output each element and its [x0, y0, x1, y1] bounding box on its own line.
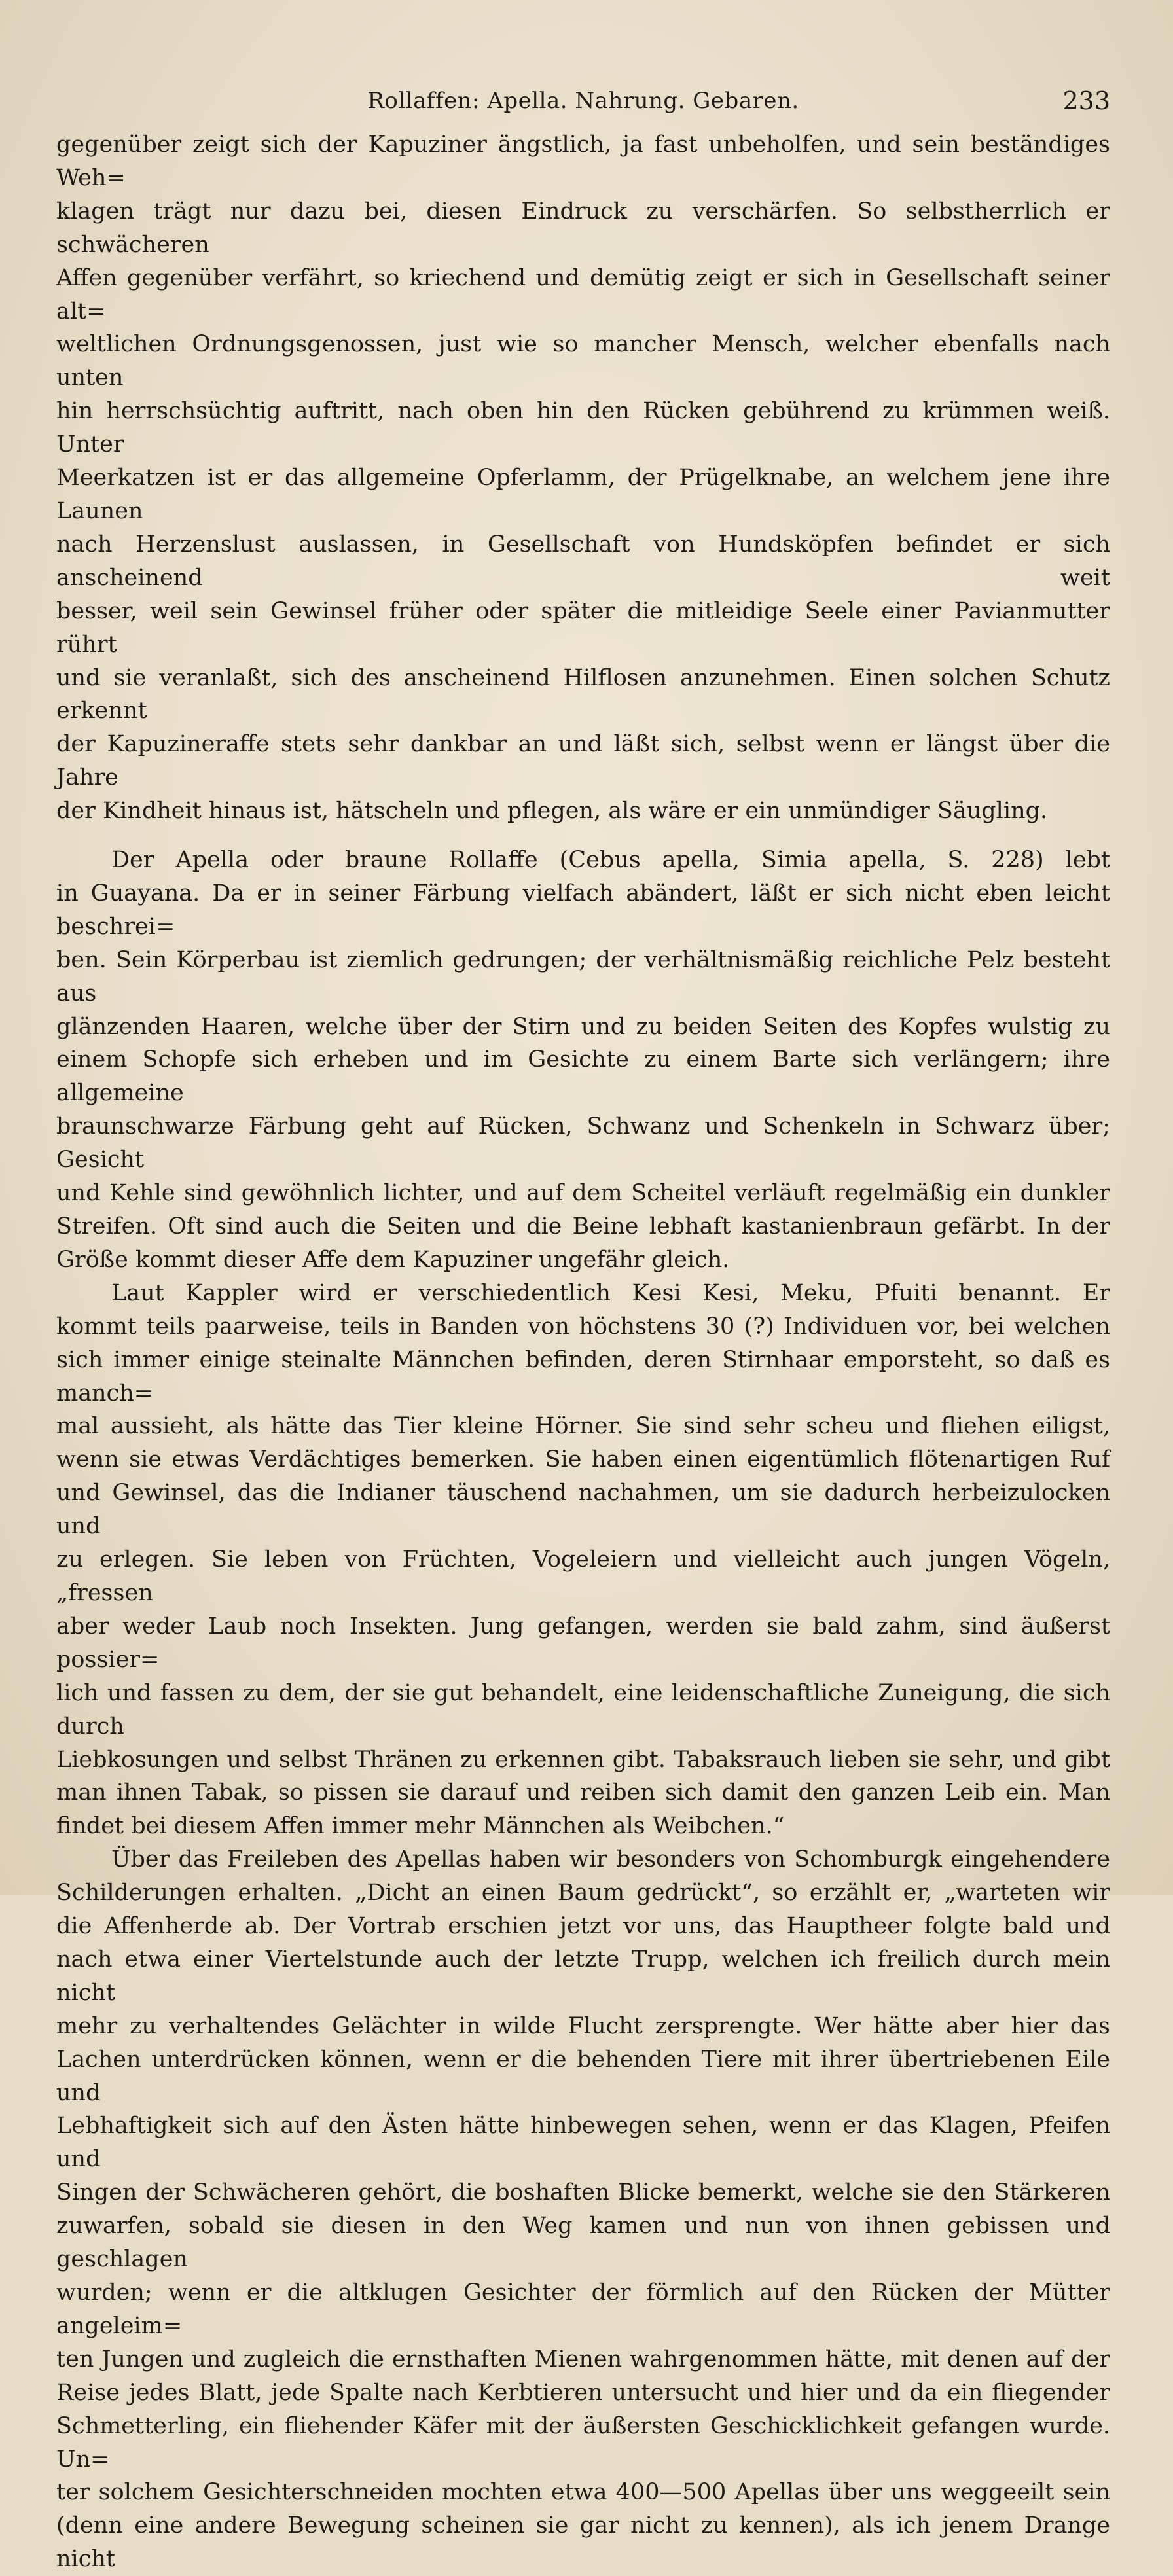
text-line: Der Apella oder braune Rollaffe (Cebus apella, Simia apella, S. 228) lebt: [111, 847, 1110, 874]
text-line: der Kindheit hinaus ist, hätscheln und pflegen, als wäre er ein unmündiger Säugling.: [56, 798, 1048, 825]
text-line: in Guayana. Da er in seiner Färbung vielfach abändert, läßt er sich nicht eben leicht beschrei=: [56, 880, 1110, 940]
text-line: ten Jungen und zugleich die ernsthaften Mienen wahrgenommen hätte, mit denen auf der: [56, 2346, 1110, 2372]
text-line: Singen der Schwächeren gehört, die boshaften Blicke bemerkt, welche sie den Stärkeren: [56, 2179, 1110, 2206]
text-line: Liebkosungen und selbst Thränen zu erkennen gibt. Tabaksrauch lieben sie sehr, und gibt: [56, 1746, 1110, 1773]
page-number: 233: [1062, 86, 1110, 115]
text-line: die Affenherde ab. Der Vortrab erschien jetzt vor uns, das Hauptheer folgte bald und: [56, 1913, 1110, 1940]
body-text: [56, 128, 1110, 2576]
text-line: glänzenden Haaren, welche über der Stirn und zu beiden Seiten des Kopfes wulstig zu: [56, 1013, 1110, 1040]
text-line: findet bei diesem Affen immer mehr Männchen als Weibchen.“: [56, 1813, 785, 1840]
text-line: ter solchem Gesichterschneiden mochten etwa 400—500 Apellas über uns weggeeilt sein: [56, 2479, 1110, 2506]
paragraph-1: [56, 128, 1110, 828]
text-line: aber weder Laub noch Insekten. Jung gefangen, werden sie bald zahm, sind äußerst possier=: [56, 1613, 1110, 1673]
text-line: Streifen. Oft sind auch die Seiten und die Beine lebhaft kastanienbraun gefärbt. In der: [56, 1213, 1110, 1240]
text-line: einem Schopfe sich erheben und im Gesichte zu einem Barte sich verlängern; ihre allgemeine: [56, 1046, 1110, 1107]
text-line: mal aussieht, als hätte das Tier kleine Hörner. Sie sind sehr scheu und fliehen eiligst,: [56, 1413, 1110, 1440]
text-line: wurden; wenn er die altklugen Gesichter der förmlich auf den Rücken der Mütter angeleim=: [56, 2280, 1110, 2339]
text-line: Größe kommt dieser Affe dem Kapuziner ungefähr gleich.: [56, 1246, 730, 1273]
text-line: wenn sie etwas Verdächtiges bemerken. Sie haben einen eigentümlich flötenartigen Ruf: [56, 1446, 1110, 1473]
text-line: gegenüber zeigt sich der Kapuziner ängstlich, ja fast unbeholfen, und sein beständiges Weh=: [56, 132, 1110, 191]
text-line: Lachen unterdrücken können, wenn er die behenden Tiere mit ihrer übertriebenen Eile und: [56, 2046, 1110, 2106]
running-title: Rollaffen: Apella. Nahrung. Gebaren.: [367, 88, 799, 114]
text-line: kommt teils paarweise, teils in Banden von höchstens 30 (?) Individuen vor, bei welchen: [56, 1313, 1110, 1340]
paragraph-2: [56, 844, 1110, 1277]
text-line: weltlichen Ordnungsgenossen, just wie so mancher Mensch, welcher ebenfalls nach unten: [56, 331, 1110, 391]
text-line: hin herrschsüchtig auftritt, nach oben hin den Rücken gebührend zu krümmen weiß. Unter: [56, 398, 1110, 458]
text-line: (denn eine andere Bewegung scheinen sie gar nicht zu kennen), als ich jenem Drange nicht: [56, 2513, 1110, 2573]
text-line: Reise jedes Blatt, jede Spalte nach Kerbtieren untersucht und hier und da ein fliegender: [56, 2379, 1110, 2406]
text-line: und sie veranlaßt, sich des anscheinend Hilflosen anzunehmen. Einen solchen Schutz erkennt: [56, 664, 1110, 724]
text-line: sich immer einige steinalte Männchen befinden, deren Stirnhaar emporsteht, so daß es manch=: [56, 1346, 1110, 1406]
text-line: und Kehle sind gewöhnlich lichter, und auf dem Scheitel verläuft regelmäßig ein dunkler: [56, 1180, 1110, 1207]
paragraph-3: [56, 1277, 1110, 1843]
text-line: braunschwarze Färbung geht auf Rücken, Schwanz und Schenkeln in Schwarz über; Gesicht: [56, 1113, 1110, 1173]
text-line: man ihnen Tabak, so pissen sie darauf und reiben sich damit den ganzen Leib ein. Man: [56, 1780, 1110, 1806]
text-line: und Gewinsel, das die Indianer täuschend nachahmen, um sie dadurch herbeizulocken und: [56, 1480, 1110, 1540]
text-line: Schmetterling, ein fliehender Käfer mit der äußersten Geschicklichkeit gefangen wurde. Un=: [56, 2412, 1110, 2473]
page-header: [56, 81, 1110, 120]
text-line: mehr zu verhaltendes Gelächter in wilde Flucht zersprengte. Wer hätte aber hier das: [56, 2012, 1110, 2039]
text-line: zu erlegen. Sie leben von Früchten, Vogeleiern und vielleicht auch jungen Vögeln, „fressen: [56, 1547, 1110, 1606]
text-line: nach etwa einer Viertelstunde auch der letzte Trupp, welchen ich freilich durch mein nicht: [56, 1946, 1110, 2006]
text-line: ben. Sein Körperbau ist ziemlich gedrungen; der verhältnismäßig reichliche Pelz besteht aus: [56, 946, 1110, 1007]
text-line: Laut Kappler wird er verschiedentlich Kesi Kesi, Meku, Pfuiti benannt. Er: [111, 1279, 1110, 1306]
text-line: zuwarfen, sobald sie diesen in den Weg kamen und nun von ihnen gebissen und geschlagen: [56, 2213, 1110, 2273]
text-line: nach Herzenslust auslassen, in Gesellschaft von Hundsköpfen befindet er sich anscheinend weit: [56, 531, 1110, 591]
text-line: Über das Freileben des Apellas haben wir besonders von Schomburgk eingehendere: [111, 1846, 1110, 1873]
text-line: der Kapuzineraffe stets sehr dankbar an und läßt sich, selbst wenn er längst über die Jahre: [56, 731, 1110, 791]
text-line: Affen gegenüber verfährt, so kriechend und demütig zeigt er sich in Gesellschaft seiner alt=: [56, 264, 1110, 325]
text-line: lich und fassen zu dem, der sie gut behandelt, eine leidenschaftliche Zuneigung, die sich durch: [56, 1679, 1110, 1740]
text-line: Lebhaftigkeit sich auf den Ästen hätte hinbewegen sehen, wenn er das Klagen, Pfeifen und: [56, 2113, 1110, 2173]
text-line: klagen trägt nur dazu bei, diesen Eindruck zu verschärfen. So selbstherrlich er schwächeren: [56, 198, 1110, 258]
text-line: Schilderungen erhalten. „Dicht an einen Baum gedrückt“, so erzählt er, „warteten wir: [56, 1880, 1110, 1906]
text-line: besser, weil sein Gewinsel früher oder später die mitleidige Seele einer Pavianmutter rührt: [56, 598, 1110, 658]
text-line: Meerkatzen ist er das allgemeine Opferlamm, der Prügelknabe, an welchem jene ihre Launen: [56, 465, 1110, 524]
paragraph-4: [56, 1843, 1110, 2576]
